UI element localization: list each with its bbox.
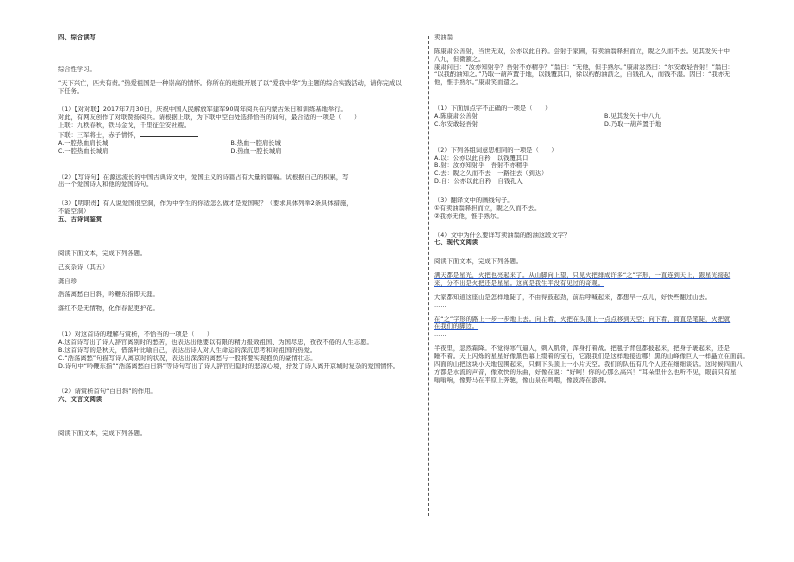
poem-line-2: 落红不是无情物，化作春泥更护花。 <box>58 305 159 313</box>
poem-q1-option-a[interactable]: A.这首诗写出了诗人辞官离别时的愁苦，也表达出他要以有限的精力报效祖国、为国尽忠，孜孜不倦的人生志愿。 <box>58 339 373 347</box>
text-line-5: 他，惟手熟尔。”康肃笑而遣之。 <box>434 79 523 87</box>
q1-line-1: （1）【对对联】2017年7月30日，庆祝中国人民解放军建军90周年阅兵在内蒙古朱日和训练基地举行。 <box>58 106 347 114</box>
read-prompt: 阅读下面文本，完成下列各题。 <box>58 249 147 257</box>
text-line-2: 八九，但微颔之。 <box>434 55 485 63</box>
passage-p3-line-1: 在“之”字形的路上一步一步地上去。向上看，火把在头顶上一点点移到天空；向下看，简直是笔陡，火把就 <box>434 315 731 323</box>
r-read-prompt: 阅读下面文本，完成下列各题。 <box>434 258 523 266</box>
r-q3: （3）翻译文中的画线句子。 <box>434 197 514 205</box>
q1-xialian-text: 下联：三军将士，赤子情怀， <box>58 132 140 140</box>
r-q1-options <box>434 113 774 121</box>
section-5-title: 五、古诗词鉴赏 <box>58 216 103 224</box>
poem-author: 龚自珍 <box>58 277 77 285</box>
r-q1: （1）下面加点字不正确的一项是（ ） <box>434 105 552 113</box>
r-q2-option-d[interactable]: D.自：公亦以此自矜 自钱孔入 <box>434 178 523 186</box>
r-q1-option-c[interactable]: C.尔安敢轻吾射 <box>434 120 479 128</box>
option-a[interactable]: A.一腔热血肩长城 <box>58 139 109 147</box>
option-b[interactable]: B.热血一腔肩长城 <box>230 139 281 147</box>
r-q2-option-b[interactable]: B.射：汝亦知射乎 吾射不亦精乎 <box>434 162 529 170</box>
q2-line-1: （2）【写诗句】在源远流长的中国古典诗文中，爱国主义的诗篇占有大量的篇幅。试根据自己的积累，写 <box>58 173 349 181</box>
r-q2-option-c[interactable]: C.去：睨之久而不去 一路往去（到达） <box>434 170 548 178</box>
passage-p3-line-2: 在我们的脚边。 <box>434 323 479 331</box>
passage-p4-line-5: 嗡嗡响，像野马在平原上奔驰，像山泉在鸣咽，像波涛在澎湃。 <box>434 376 611 384</box>
option-c[interactable]: C.一腔热血长城肩 <box>58 147 109 155</box>
q1-line-3: 上联：九秩春秋，铁马金戈，千里征尘安社稷。 <box>58 122 191 130</box>
poem-q1-option-b[interactable]: B.这首诗写的是秋天，借落叶比喻自己，表达出诗人对人生命运的深沉思考和对祖国的热爱。 <box>58 346 317 354</box>
q3-line-2: 不能空洞） <box>58 208 90 216</box>
task-quote: “天下兴亡，匹夫有责。”热爱祖国是一种崇高的情怀。你所在的班级开展了以“爱我中华”为主题的综合实践活动，请你完成以下任务。 <box>58 79 402 95</box>
r-q2: （2）下列各组词意思相同的一项是（ ） <box>434 146 558 154</box>
option-d[interactable]: D.热血一腔长城肩 <box>230 147 282 155</box>
r-q1-option-d[interactable]: D.乃取一葫芦置于地 <box>604 120 662 128</box>
passage-p2: 大家都知道这座山是怎样地陡了，不由得鼓起劲，前后呼喊起来，都想早一点儿，好快些翻过山去。 <box>434 293 712 301</box>
column-divider <box>428 36 429 516</box>
q3-line-1: （3）【明职责】有人说爱国很空洞，作为中学生的你适怎么做才是爱国呢？（要求具体列举2条具体措施， <box>58 200 353 208</box>
r-q3-item-2: ②我亦无他，惟手熟尔。 <box>434 212 503 220</box>
q1-options <box>58 140 403 148</box>
section-6-title: 六、文言文阅读 <box>58 396 103 404</box>
text-title: 卖油翁 <box>434 34 453 41</box>
text-line-4: “以我酌油知之。”乃取一葫芦置于地，以钱覆其口，徐以杓酌油沥之，自钱孔入，而钱不湿。因曰：“我亦无 <box>434 71 731 79</box>
text-line-1: 陈康肃公善射，当世无双，公亦以此自矜。尝射于家圃，有卖油翁释担而立，睨之久而不去。见其发矢十中 <box>434 47 730 55</box>
left-column <box>58 34 403 438</box>
q1-xialian <box>58 130 403 140</box>
poem-q2: （2）请赏析首句“白日斜”的作用。 <box>58 388 157 396</box>
poem-title: 己亥杂诗（其五） <box>58 263 109 271</box>
r-q3-item-1: ①有卖油翁释担而立，睨之久而不去。 <box>434 204 541 212</box>
passage-p4-line-4: 方都是水流的声音，像欢快的乐曲，好像在说：“好呵！你的心那么高兴！”耳朵里什么也听不见，眼前只有星 <box>434 368 737 376</box>
poem-line-1: 浩荡离愁白日斜，吟鞭东指即天涯。 <box>58 291 159 299</box>
r-q4: （4）文中为什么要详写卖油翁的酌油这段文字？ <box>434 231 571 239</box>
ellipsis-1: …… <box>434 301 447 309</box>
poem-q1-option-c[interactable]: C.“浩荡离愁”句描写诗人离京时的状况，表达出深深的离愁与一股将要实现抱负的豪情壮志。 <box>58 354 317 362</box>
r-q1-option-a[interactable]: A.陈康肃公善射 <box>434 113 478 121</box>
passage-p1-line-1: 满天都是星光，火把也亮起来了。从山脚向上望，只见火把排成许多“之”字形，一直连到天上，跟星光接起 <box>434 272 731 280</box>
read-prompt-2: 阅读下面文本，完成下列各题。 <box>58 430 147 438</box>
passage-p1-line-2: 来，分不出是火把还是星星。这真是我生平没有见过的奇观。 <box>434 280 605 288</box>
q2-line-2: 出一个爱国诗人和他的爱国诗句。 <box>58 181 153 189</box>
answer-blank[interactable] <box>140 130 198 137</box>
r-q2-option-a[interactable]: A.以：公亦以此自矜 以钱覆其口 <box>434 154 529 162</box>
r-q1-option-b[interactable]: B.见其发矢十中八九 <box>604 113 661 121</box>
poem-q1-option-d[interactable]: D.诗句中“吟鞭东指”“浩荡离愁白日斜”等诗句写出了诗人辞官归隐时的悲凉心境，抒发了诗人离开京城时复杂的爱国情怀。 <box>58 362 400 370</box>
passage-p4-line-2: 睡不着。天上闪烁的星星好像黑色幕上缀着的宝石，它跟我们是这样地接近哪！黑的山峰像巨人一样矗立在面前。 <box>434 353 749 361</box>
poem-q1: （1）对这首诗的理解与赏析，不恰当的一项是（ ） <box>58 331 214 339</box>
ellipsis-2: …… <box>434 331 447 339</box>
section-4-title: 四、综合读写 <box>58 34 96 41</box>
passage-p4-line-1: 半夜里，忽然霜降。不觉得寒气逼人，刺入肌骨，浑身打着战。把毯子背包都披起来，把身子裹起来，还是 <box>434 345 730 353</box>
text-line-3: 康肃问曰：“汝亦知射乎？吾射不亦精乎？”翁曰：“无他，但手熟尔。”康肃忿然曰：“尔安敢轻吾射！”翁曰： <box>434 63 734 71</box>
passage-p4-line-3: 四面的山把这块小天地包围起来，只剩下头顶上一小片天空。我们的队伍有几个人还在细细谈话。这时候四面八 <box>434 360 743 368</box>
section-7-title: 七、现代文阅读 <box>434 239 479 247</box>
intro-text: 综合性学习。 <box>58 65 96 73</box>
right-column <box>434 34 774 385</box>
q1-line-2: 对此，有网友创作了对联赞扬阅兵。请根据上联，为下联中空白处选择恰当的词句，最合适的一项是（ ） <box>58 114 361 122</box>
